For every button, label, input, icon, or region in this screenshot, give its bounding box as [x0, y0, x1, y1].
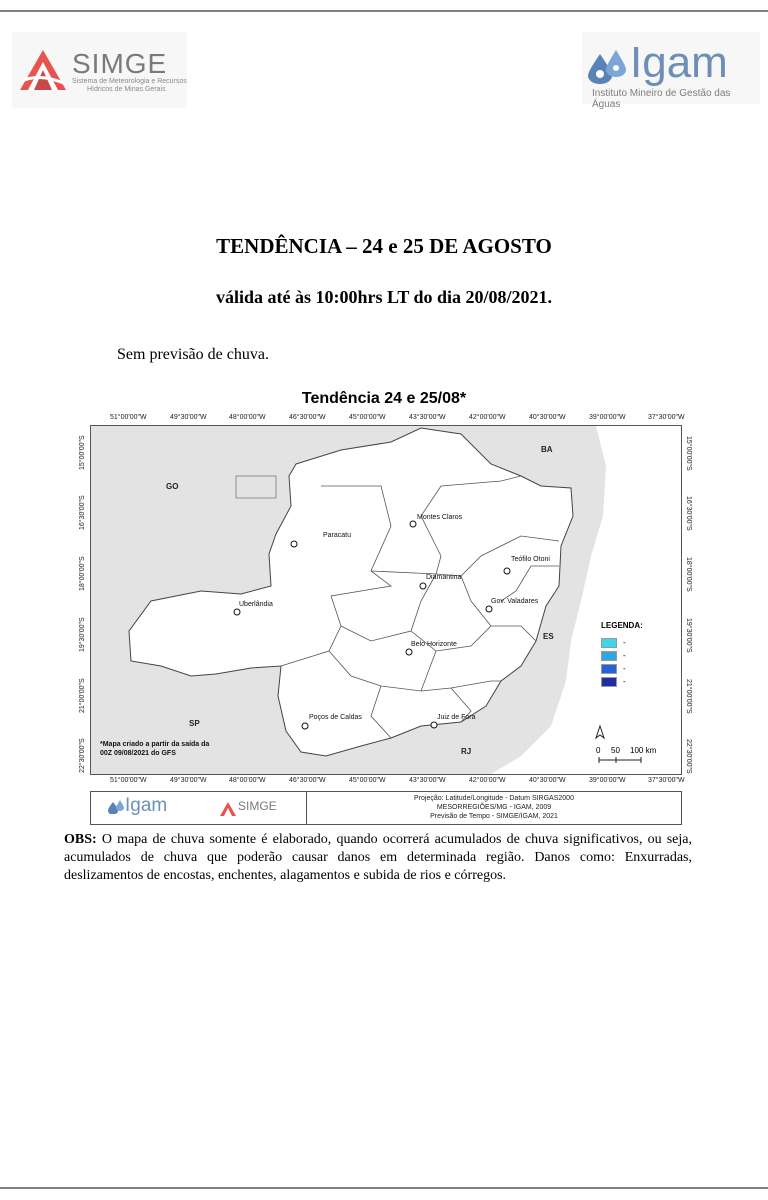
map-note-line-1: *Mapa criado a partir da saída da	[100, 741, 210, 748]
igam-drops-icon	[108, 800, 124, 814]
footer-simge-name: SIMGE	[238, 799, 277, 813]
simge-subtitle-2: Hídricos de Minas Gerais	[87, 86, 166, 93]
city-teofilo-otoni	[511, 556, 550, 563]
lon-tick: 43°30'00"W	[409, 414, 446, 421]
footer-igam-name: Igam	[125, 795, 168, 816]
legend-item	[601, 664, 626, 674]
state-label: RJ	[461, 747, 472, 756]
city-marker-icon	[419, 582, 427, 590]
lat-tick: 19°30'00"S	[685, 618, 692, 653]
intro-text: Sem previsão de chuva.	[117, 346, 269, 363]
lat-tick: 22°30'00"S	[79, 738, 86, 773]
city-gov-valadares	[491, 598, 538, 605]
lon-tick: 40°30'00"W	[529, 414, 566, 421]
city-label: Uberlândia	[239, 601, 273, 608]
city-label: Juiz de Fora	[437, 714, 476, 721]
lon-tick: 39°00'00"W	[589, 777, 626, 784]
lon-tick: 48°00'00"W	[229, 414, 266, 421]
city-paracatu	[291, 532, 351, 539]
footer-line-1: Projeção: Latitude/Longitude - Datum SIRGAS2000	[414, 795, 574, 802]
lon-tick: 45°00'00"W	[349, 777, 386, 784]
legend-item	[601, 651, 626, 661]
legend-item	[601, 677, 626, 687]
map-shapes	[91, 426, 681, 774]
state-label: BA	[541, 445, 553, 454]
lon-tick: 40°30'00"W	[529, 777, 566, 784]
scale-label: 100 km	[630, 746, 657, 755]
lat-tick: 19°30'00"S	[79, 617, 86, 652]
lon-tick: 43°30'00"W	[409, 777, 446, 784]
city-marker-icon	[301, 722, 309, 730]
simge-name: SIMGE	[72, 48, 168, 79]
simge-subtitle-1: Sistema de Meteorologia e Recursos	[72, 78, 187, 85]
city-marker-icon	[290, 540, 298, 548]
legend-label: -	[623, 651, 626, 661]
lon-tick: 51°00'00"W	[110, 414, 147, 421]
city-marker-icon	[405, 648, 413, 656]
city-label: Diamantina	[426, 574, 462, 581]
city-belo-horizonte	[411, 641, 457, 648]
legend-item	[601, 638, 626, 648]
obs-paragraph	[64, 831, 692, 885]
legend-label: -	[623, 638, 626, 648]
scale-label: 50	[611, 746, 620, 755]
lon-tick: 39°00'00"W	[589, 414, 626, 421]
igam-logo	[582, 32, 760, 110]
city-marker-icon	[233, 608, 241, 616]
legend-swatch	[601, 677, 617, 687]
igam-subtitle: Instituto Mineiro de Gestão das Águas	[592, 88, 731, 110]
footer-line-2: MESORREGIÕES/MG - IGAM, 2009	[436, 804, 552, 811]
map-note	[100, 740, 209, 758]
obs-label: OBS:	[64, 832, 97, 847]
lon-tick: 49°30'00"W	[170, 414, 207, 421]
city-label: Poços de Caldas	[309, 714, 362, 721]
lat-tick: 15°00'00"S	[685, 436, 692, 471]
legend-title: LEGENDA:	[601, 621, 643, 630]
lon-tick: 42°00'00"W	[469, 777, 506, 784]
simge-logo	[12, 32, 187, 108]
lon-tick: 42°00'00"W	[469, 414, 506, 421]
legend-swatch	[601, 664, 617, 674]
obs-text: O mapa de chuva somente é elaborado, quando ocorrerá acumulados de chuva significativos, ou seja, acumulados de chuva que poderão causar danos em determinada região. Danos como: Enxurradas, deslizamentos de encostas, enchentes, alagamentos e subida de rios e córregos.	[64, 832, 692, 883]
state-label: SP	[189, 719, 200, 728]
city-marker-icon	[503, 567, 511, 575]
simge-mark-icon	[219, 801, 237, 817]
footer-line-3: Previsão de Tempo - SIMGE/IGAM, 2021	[430, 813, 558, 820]
city-label: Montes Claros	[417, 514, 463, 521]
map-note-line-2: 00Z 09/08/2021 do GFS	[100, 750, 176, 757]
state-label: GO	[166, 482, 179, 491]
lon-tick: 46°30'00"W	[289, 777, 326, 784]
legend-label: -	[623, 664, 626, 674]
lat-tick: 22°30'00"S	[685, 739, 692, 774]
igam-drops-icon	[588, 50, 628, 84]
top-rule	[0, 10, 768, 12]
simge-mark-icon	[18, 48, 68, 92]
bottom-rule	[0, 1187, 768, 1189]
map-frame	[90, 425, 682, 775]
lon-tick: 37°30'00"W	[648, 414, 685, 421]
map-footer	[90, 791, 682, 825]
state-label: ES	[543, 632, 554, 641]
city-uberlandia	[239, 601, 273, 608]
legend-swatch	[601, 651, 617, 661]
legend-swatch	[601, 638, 617, 648]
minas-gerais-shape	[129, 428, 573, 756]
lon-tick: 37°30'00"W	[648, 777, 685, 784]
lon-tick: 48°00'00"W	[229, 777, 266, 784]
city-marker-icon	[430, 721, 438, 729]
page-title: TENDÊNCIA – 24 e 25 DE AGOSTO	[216, 234, 552, 258]
city-label: Teófilo Otoni	[511, 556, 550, 563]
city-pocos-de-caldas	[309, 714, 362, 721]
lat-tick: 18°00'00"S	[685, 557, 692, 592]
city-label: Belo Horizonte	[411, 641, 457, 648]
igam-name: Igam	[630, 38, 728, 87]
page-subtitle: válida até às 10:00hrs LT do dia 20/08/2021.	[215, 287, 553, 307]
city-label: Gov. Valadares	[491, 598, 539, 605]
lat-tick: 21°00'00"S	[685, 679, 692, 714]
lon-tick: 45°00'00"W	[349, 414, 386, 421]
lat-tick: 16°30'00"S	[685, 496, 692, 531]
city-marker-icon	[409, 520, 417, 528]
city-juiz-de-fora	[437, 714, 476, 721]
legend-label: -	[623, 677, 626, 687]
lat-tick: 18°00'00"S	[79, 556, 86, 591]
city-label: Paracatu	[323, 532, 352, 539]
scale-label: 0	[596, 746, 601, 755]
lon-tick: 46°30'00"W	[289, 414, 326, 421]
map-title: Tendência 24 e 25/08*	[301, 390, 467, 407]
city-marker-icon	[485, 605, 493, 613]
lon-tick: 51°00'00"W	[110, 777, 147, 784]
lat-tick: 16°30'00"S	[79, 495, 86, 530]
city-diamantina	[426, 574, 461, 581]
lon-tick: 49°30'00"W	[170, 777, 207, 784]
lat-tick: 21°00'00"S	[79, 678, 86, 713]
lat-tick: 15°00'00"S	[79, 435, 86, 470]
